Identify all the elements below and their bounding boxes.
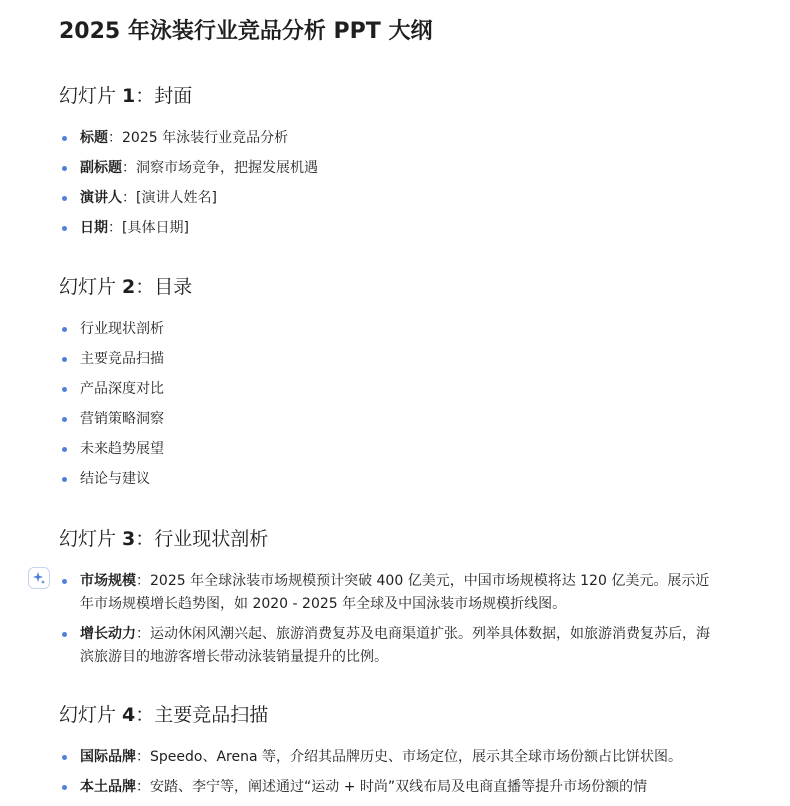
list-item [60, 187, 720, 217]
item-text: [具体日期] [122, 220, 189, 236]
item-colon: ： [122, 190, 136, 206]
heading-separator: ： [135, 85, 155, 107]
heading-separator: ： [135, 528, 155, 550]
item-label: 日期 [80, 220, 108, 236]
item-text: 2025 年全球泳装市场规模预计突破 400 亿美元，中国市场规模将达 120 亿美元。展示近年市场规模增长趋势图，如 2020 - 2025 年全球及中国泳装市场规模折线图。 [80, 573, 710, 612]
item-label: 增长动力 [80, 626, 136, 642]
item-text: 安踏、李宁等，阐述通过“运动 + 时尚”双线布局及电商直播等提升市场份额的情 [150, 779, 648, 795]
item-colon: ： [136, 779, 150, 795]
list-item [60, 623, 720, 669]
list-item: 行业现状剖析 [60, 318, 720, 348]
list-item [60, 157, 720, 187]
item-colon: ： [108, 220, 122, 236]
section-heading-slide-4 [59, 700, 268, 730]
heading-number: 2 [122, 276, 136, 298]
list-item: 产品深度对比 [60, 378, 720, 408]
item-colon: ： [136, 573, 150, 589]
item-label: 副标题 [80, 160, 122, 176]
item-text: Speedo、Arena 等，介绍其品牌历史、市场定位，展示其全球市场份额占比饼状图。 [150, 749, 682, 765]
item-label: 演讲人 [80, 190, 122, 206]
list-item: 营销策略洞察 [60, 408, 720, 438]
bullet-list-slide-1 [60, 127, 720, 247]
item-colon: ： [122, 160, 136, 176]
section-heading-slide-1 [59, 81, 192, 111]
bullet-list-slide-3 [60, 570, 720, 676]
item-label: 国际品牌 [80, 749, 136, 765]
list-item: 未来趋势展望 [60, 438, 720, 468]
list-item [60, 127, 720, 157]
list-item [60, 570, 720, 616]
heading-name: 主要竞品扫描 [154, 704, 269, 726]
item-colon: ： [136, 749, 150, 765]
item-text: 运动休闲风潮兴起、旅游消费复苏及电商渠道扩张。列举具体数据，如旅游消费复苏后，海滨旅游目的地游客增长带动泳装销量提升的比例。 [80, 626, 710, 665]
list-item [60, 217, 720, 247]
heading-number: 4 [122, 704, 136, 726]
item-colon: ： [108, 130, 122, 146]
list-item [60, 776, 720, 806]
bullet-list-slide-4 [60, 746, 720, 806]
heading-separator: ： [135, 276, 155, 298]
item-text: 洞察市场竞争，把握发展机遇 [136, 160, 318, 176]
heading-prefix: 幻灯片 [59, 704, 123, 726]
page-title: 2025 年泳装行业竞品分析 PPT 大纲 [59, 19, 433, 44]
heading-name: 行业现状剖析 [154, 528, 269, 550]
heading-prefix: 幻灯片 [59, 528, 123, 550]
item-label: 标题 [80, 130, 108, 146]
heading-name: 封面 [154, 85, 193, 107]
list-item [60, 746, 720, 776]
item-text: 2025 年泳装行业竞品分析 [122, 130, 289, 146]
bullet-list-slide-2 [60, 318, 720, 498]
heading-separator: ： [135, 704, 155, 726]
heading-name: 目录 [154, 276, 193, 298]
list-item: 主要竞品扫描 [60, 348, 720, 378]
section-heading-slide-2 [59, 272, 192, 302]
heading-prefix: 幻灯片 [59, 85, 123, 107]
heading-number: 1 [122, 85, 136, 107]
heading-prefix: 幻灯片 [59, 276, 123, 298]
section-heading-slide-3 [59, 524, 268, 554]
heading-number: 3 [122, 528, 136, 550]
ai-assist-button[interactable] [28, 567, 50, 589]
sparkle-icon [32, 571, 46, 585]
item-text: [演讲人姓名] [136, 190, 217, 206]
item-label: 本土品牌 [80, 779, 136, 795]
item-label: 市场规模 [80, 573, 136, 589]
list-item: 结论与建议 [60, 468, 720, 498]
item-colon: ： [136, 626, 150, 642]
